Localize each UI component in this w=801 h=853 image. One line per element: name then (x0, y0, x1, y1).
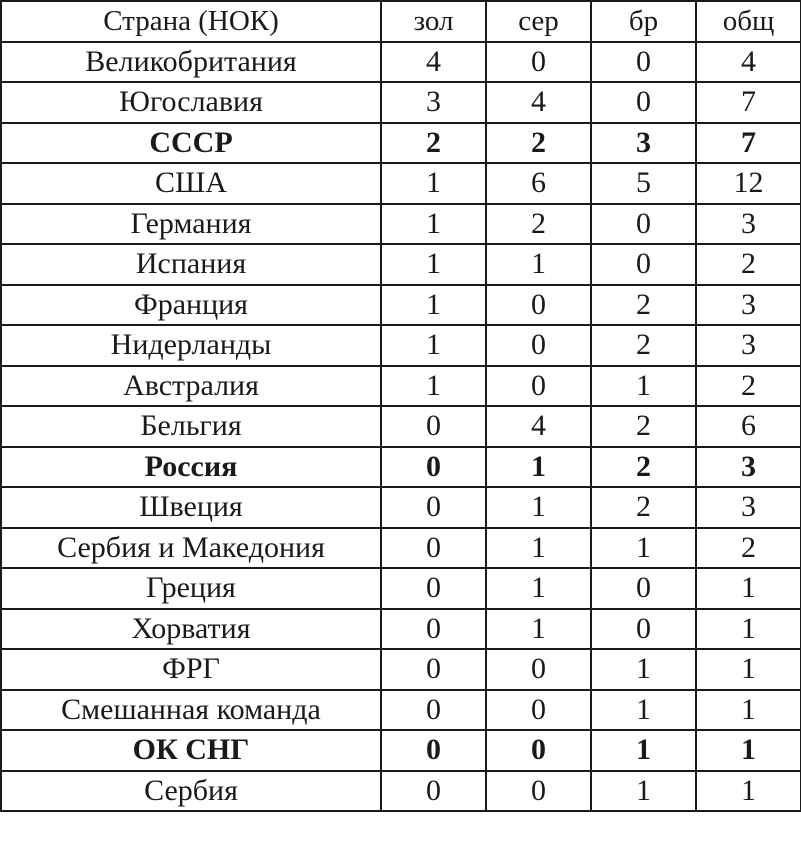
table-row (1, 771, 801, 812)
total-cell: 1 (696, 771, 801, 812)
bronze-cell: 0 (591, 82, 696, 123)
silver-cell: 4 (486, 82, 591, 123)
table-row (1, 609, 801, 650)
silver-cell: 0 (486, 42, 591, 83)
country-cell: Франция (1, 285, 381, 326)
gold-cell: 0 (381, 649, 486, 690)
table-row (1, 204, 801, 245)
silver-cell: 0 (486, 285, 591, 326)
total-cell: 3 (696, 325, 801, 366)
gold-cell: 1 (381, 325, 486, 366)
header-silver: сер (486, 1, 591, 42)
bronze-cell: 0 (591, 42, 696, 83)
silver-cell: 1 (486, 528, 591, 569)
silver-cell: 1 (486, 244, 591, 285)
silver-cell: 0 (486, 730, 591, 771)
header-country: Страна (НОК) (1, 1, 381, 42)
country-cell: ОК СНГ (1, 730, 381, 771)
bronze-cell: 2 (591, 487, 696, 528)
total-cell: 7 (696, 82, 801, 123)
silver-cell: 1 (486, 487, 591, 528)
table-row (1, 366, 801, 407)
bronze-cell: 1 (591, 690, 696, 731)
country-cell: Россия (1, 447, 381, 488)
table-row (1, 123, 801, 164)
gold-cell: 0 (381, 487, 486, 528)
bronze-cell: 0 (591, 609, 696, 650)
silver-cell: 2 (486, 123, 591, 164)
bronze-cell: 1 (591, 771, 696, 812)
country-cell: Хорватия (1, 609, 381, 650)
bronze-cell: 0 (591, 568, 696, 609)
table-row (1, 325, 801, 366)
header-row (1, 1, 801, 42)
gold-cell: 3 (381, 82, 486, 123)
total-cell: 7 (696, 123, 801, 164)
gold-cell: 0 (381, 730, 486, 771)
bronze-cell: 0 (591, 204, 696, 245)
total-cell: 1 (696, 609, 801, 650)
silver-cell: 0 (486, 325, 591, 366)
table-row (1, 528, 801, 569)
total-cell: 1 (696, 690, 801, 731)
bronze-cell: 1 (591, 366, 696, 407)
silver-cell: 4 (486, 406, 591, 447)
total-cell: 3 (696, 285, 801, 326)
country-cell: США (1, 163, 381, 204)
table-row (1, 42, 801, 83)
total-cell: 6 (696, 406, 801, 447)
total-cell: 1 (696, 730, 801, 771)
bronze-cell: 5 (591, 163, 696, 204)
gold-cell: 0 (381, 568, 486, 609)
silver-cell: 1 (486, 568, 591, 609)
total-cell: 2 (696, 528, 801, 569)
gold-cell: 0 (381, 447, 486, 488)
table-body (1, 42, 801, 812)
country-cell: СССР (1, 123, 381, 164)
country-cell: Австралия (1, 366, 381, 407)
bronze-cell: 0 (591, 244, 696, 285)
gold-cell: 0 (381, 609, 486, 650)
table-row (1, 690, 801, 731)
header-bronze: бр (591, 1, 696, 42)
gold-cell: 2 (381, 123, 486, 164)
gold-cell: 1 (381, 244, 486, 285)
total-cell: 2 (696, 366, 801, 407)
silver-cell: 0 (486, 366, 591, 407)
table-row (1, 163, 801, 204)
bronze-cell: 1 (591, 730, 696, 771)
country-cell: Великобритания (1, 42, 381, 83)
bronze-cell: 2 (591, 325, 696, 366)
bronze-cell: 1 (591, 649, 696, 690)
table-row (1, 568, 801, 609)
country-cell: Швеция (1, 487, 381, 528)
country-cell: Испания (1, 244, 381, 285)
bronze-cell: 2 (591, 285, 696, 326)
table-row (1, 406, 801, 447)
total-cell: 3 (696, 204, 801, 245)
silver-cell: 0 (486, 649, 591, 690)
gold-cell: 1 (381, 204, 486, 245)
country-cell: Смешанная команда (1, 690, 381, 731)
table-row (1, 447, 801, 488)
country-cell: ФРГ (1, 649, 381, 690)
bronze-cell: 3 (591, 123, 696, 164)
gold-cell: 1 (381, 285, 486, 326)
silver-cell: 1 (486, 447, 591, 488)
country-cell: Греция (1, 568, 381, 609)
table-row (1, 487, 801, 528)
silver-cell: 6 (486, 163, 591, 204)
total-cell: 3 (696, 447, 801, 488)
table-row (1, 244, 801, 285)
total-cell: 2 (696, 244, 801, 285)
country-cell: Германия (1, 204, 381, 245)
table-row (1, 82, 801, 123)
table-row (1, 649, 801, 690)
total-cell: 1 (696, 649, 801, 690)
country-cell: Бельгия (1, 406, 381, 447)
silver-cell: 1 (486, 609, 591, 650)
bronze-cell: 2 (591, 406, 696, 447)
silver-cell: 0 (486, 690, 591, 731)
silver-cell: 0 (486, 771, 591, 812)
gold-cell: 0 (381, 406, 486, 447)
country-cell: Сербия и Македония (1, 528, 381, 569)
table-row (1, 285, 801, 326)
gold-cell: 1 (381, 366, 486, 407)
table-row (1, 730, 801, 771)
total-cell: 1 (696, 568, 801, 609)
country-cell: Югославия (1, 82, 381, 123)
gold-cell: 4 (381, 42, 486, 83)
total-cell: 4 (696, 42, 801, 83)
total-cell: 3 (696, 487, 801, 528)
country-cell: Сербия (1, 771, 381, 812)
header-total: общ (696, 1, 801, 42)
bronze-cell: 1 (591, 528, 696, 569)
gold-cell: 0 (381, 528, 486, 569)
gold-cell: 0 (381, 690, 486, 731)
header-gold: зол (381, 1, 486, 42)
total-cell: 12 (696, 163, 801, 204)
bronze-cell: 2 (591, 447, 696, 488)
gold-cell: 1 (381, 163, 486, 204)
silver-cell: 2 (486, 204, 591, 245)
country-cell: Нидерланды (1, 325, 381, 366)
gold-cell: 0 (381, 771, 486, 812)
